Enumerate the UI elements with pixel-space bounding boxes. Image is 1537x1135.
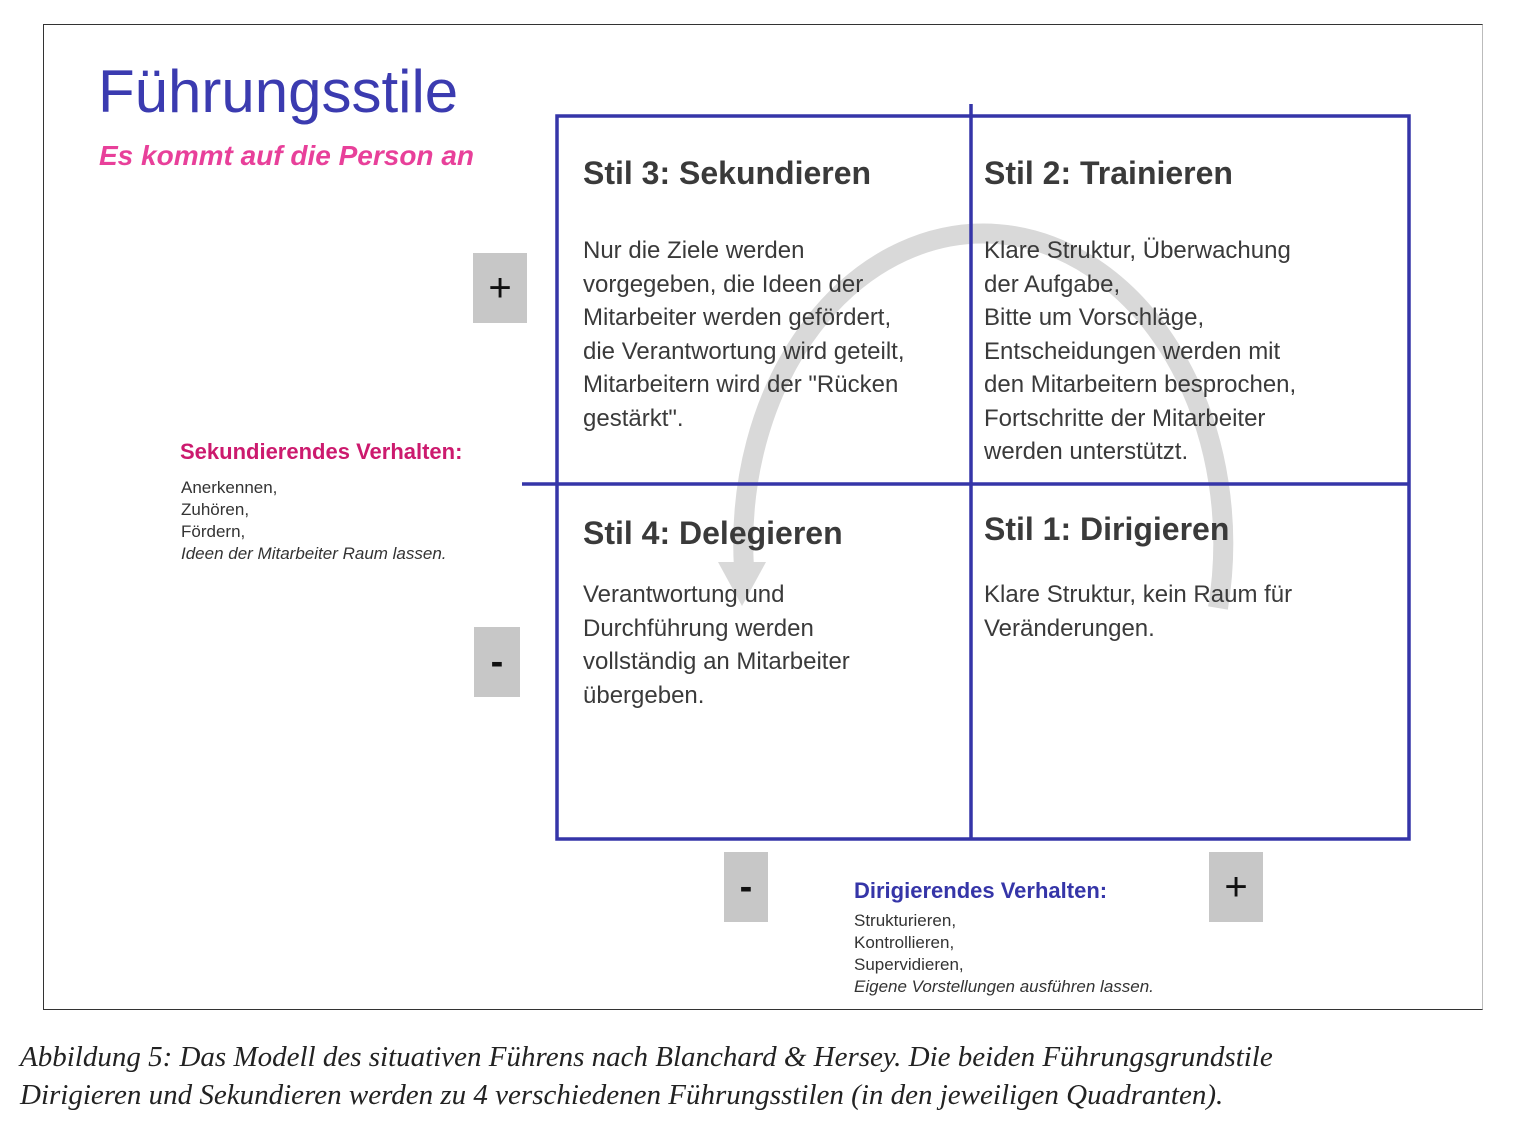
text-line: Verantwortung und	[583, 581, 785, 608]
horizontal-axis-heading: Dirigierendes Verhalten:	[854, 878, 1108, 903]
text-line: Klare Struktur, Überwachung	[984, 237, 1291, 264]
horizontal-axis-plus-icon: +	[1209, 852, 1263, 922]
quadrant-1-text	[984, 578, 1292, 645]
text-line: gestärkt".	[583, 404, 684, 432]
text-line: Klare Struktur, kein Raum für	[984, 581, 1293, 608]
text-line: die Verantwortung wird geteilt,	[583, 337, 905, 365]
text-line: Nur die Ziele werden	[583, 237, 805, 264]
quadrant-1-heading: Stil 1: Dirigieren	[984, 511, 1230, 547]
quadrant-2-heading: Stil 2: Trainieren	[984, 155, 1233, 191]
quadrant-2-text	[984, 234, 1296, 469]
text-line: vollständig an Mitarbeiter	[583, 648, 850, 675]
horizontal-axis-items	[854, 910, 1154, 998]
vertical-axis-plus-icon: +	[473, 253, 527, 323]
text-line: übergeben.	[583, 681, 705, 709]
text-line: Bitte um Vorschläge,	[984, 304, 1205, 331]
caption-line: Dirigieren und Sekundieren werden zu 4 verschiedenen Führungsstilen (in den jeweiligen Quadranten).	[20, 1079, 1224, 1111]
quadrant-3-heading: Stil 3: Sekundieren	[583, 155, 872, 191]
axis-item: Ideen der Mitarbeiter Raum lassen.	[181, 544, 447, 563]
axis-item: Strukturieren,	[854, 911, 957, 930]
caption-line: Abbildung 5: Das Modell des situativen Führens nach Blanchard & Hersey. Die beiden Führungsgrundstile	[20, 1041, 1273, 1073]
text-line: Entscheidungen werden mit	[984, 337, 1281, 365]
axis-item: Zuhören,	[181, 500, 250, 519]
text-line: Veränderungen.	[984, 614, 1155, 642]
vertical-axis-items	[181, 477, 447, 565]
text-line: Durchführung werden	[583, 614, 814, 642]
text-line: werden unterstützt.	[984, 438, 1189, 465]
text-line: den Mitarbeitern besprochen,	[984, 371, 1297, 398]
axis-item: Kontrollieren,	[854, 933, 955, 952]
axis-item: Anerkennen,	[181, 478, 278, 497]
quadrant-4-text	[583, 578, 850, 712]
text-line: vorgegeben, die Ideen der	[583, 270, 864, 298]
axis-item: Supervidieren,	[854, 955, 964, 974]
vertical-axis-heading: Sekundierendes Verhalten:	[180, 439, 463, 464]
axis-item: Eigene Vorstellungen ausführen lassen.	[854, 977, 1154, 996]
text-line: Mitarbeiter werden gefördert,	[583, 304, 892, 331]
subtitle: Es kommt auf die Person an	[99, 140, 474, 171]
quadrant-3-text	[583, 234, 905, 435]
quadrant-4-heading: Stil 4: Delegieren	[583, 515, 843, 551]
text-line: der Aufgabe,	[984, 270, 1121, 298]
axis-item: Fördern,	[181, 522, 246, 541]
text-line: Mitarbeitern wird der "Rücken	[583, 371, 899, 398]
horizontal-axis-minus-icon: -	[724, 852, 768, 922]
text-line: Fortschritte der Mitarbeiter	[984, 404, 1266, 432]
figure-caption	[20, 1038, 1520, 1114]
vertical-axis-minus-icon: -	[474, 627, 520, 697]
page-title: Führungsstile	[98, 58, 459, 125]
